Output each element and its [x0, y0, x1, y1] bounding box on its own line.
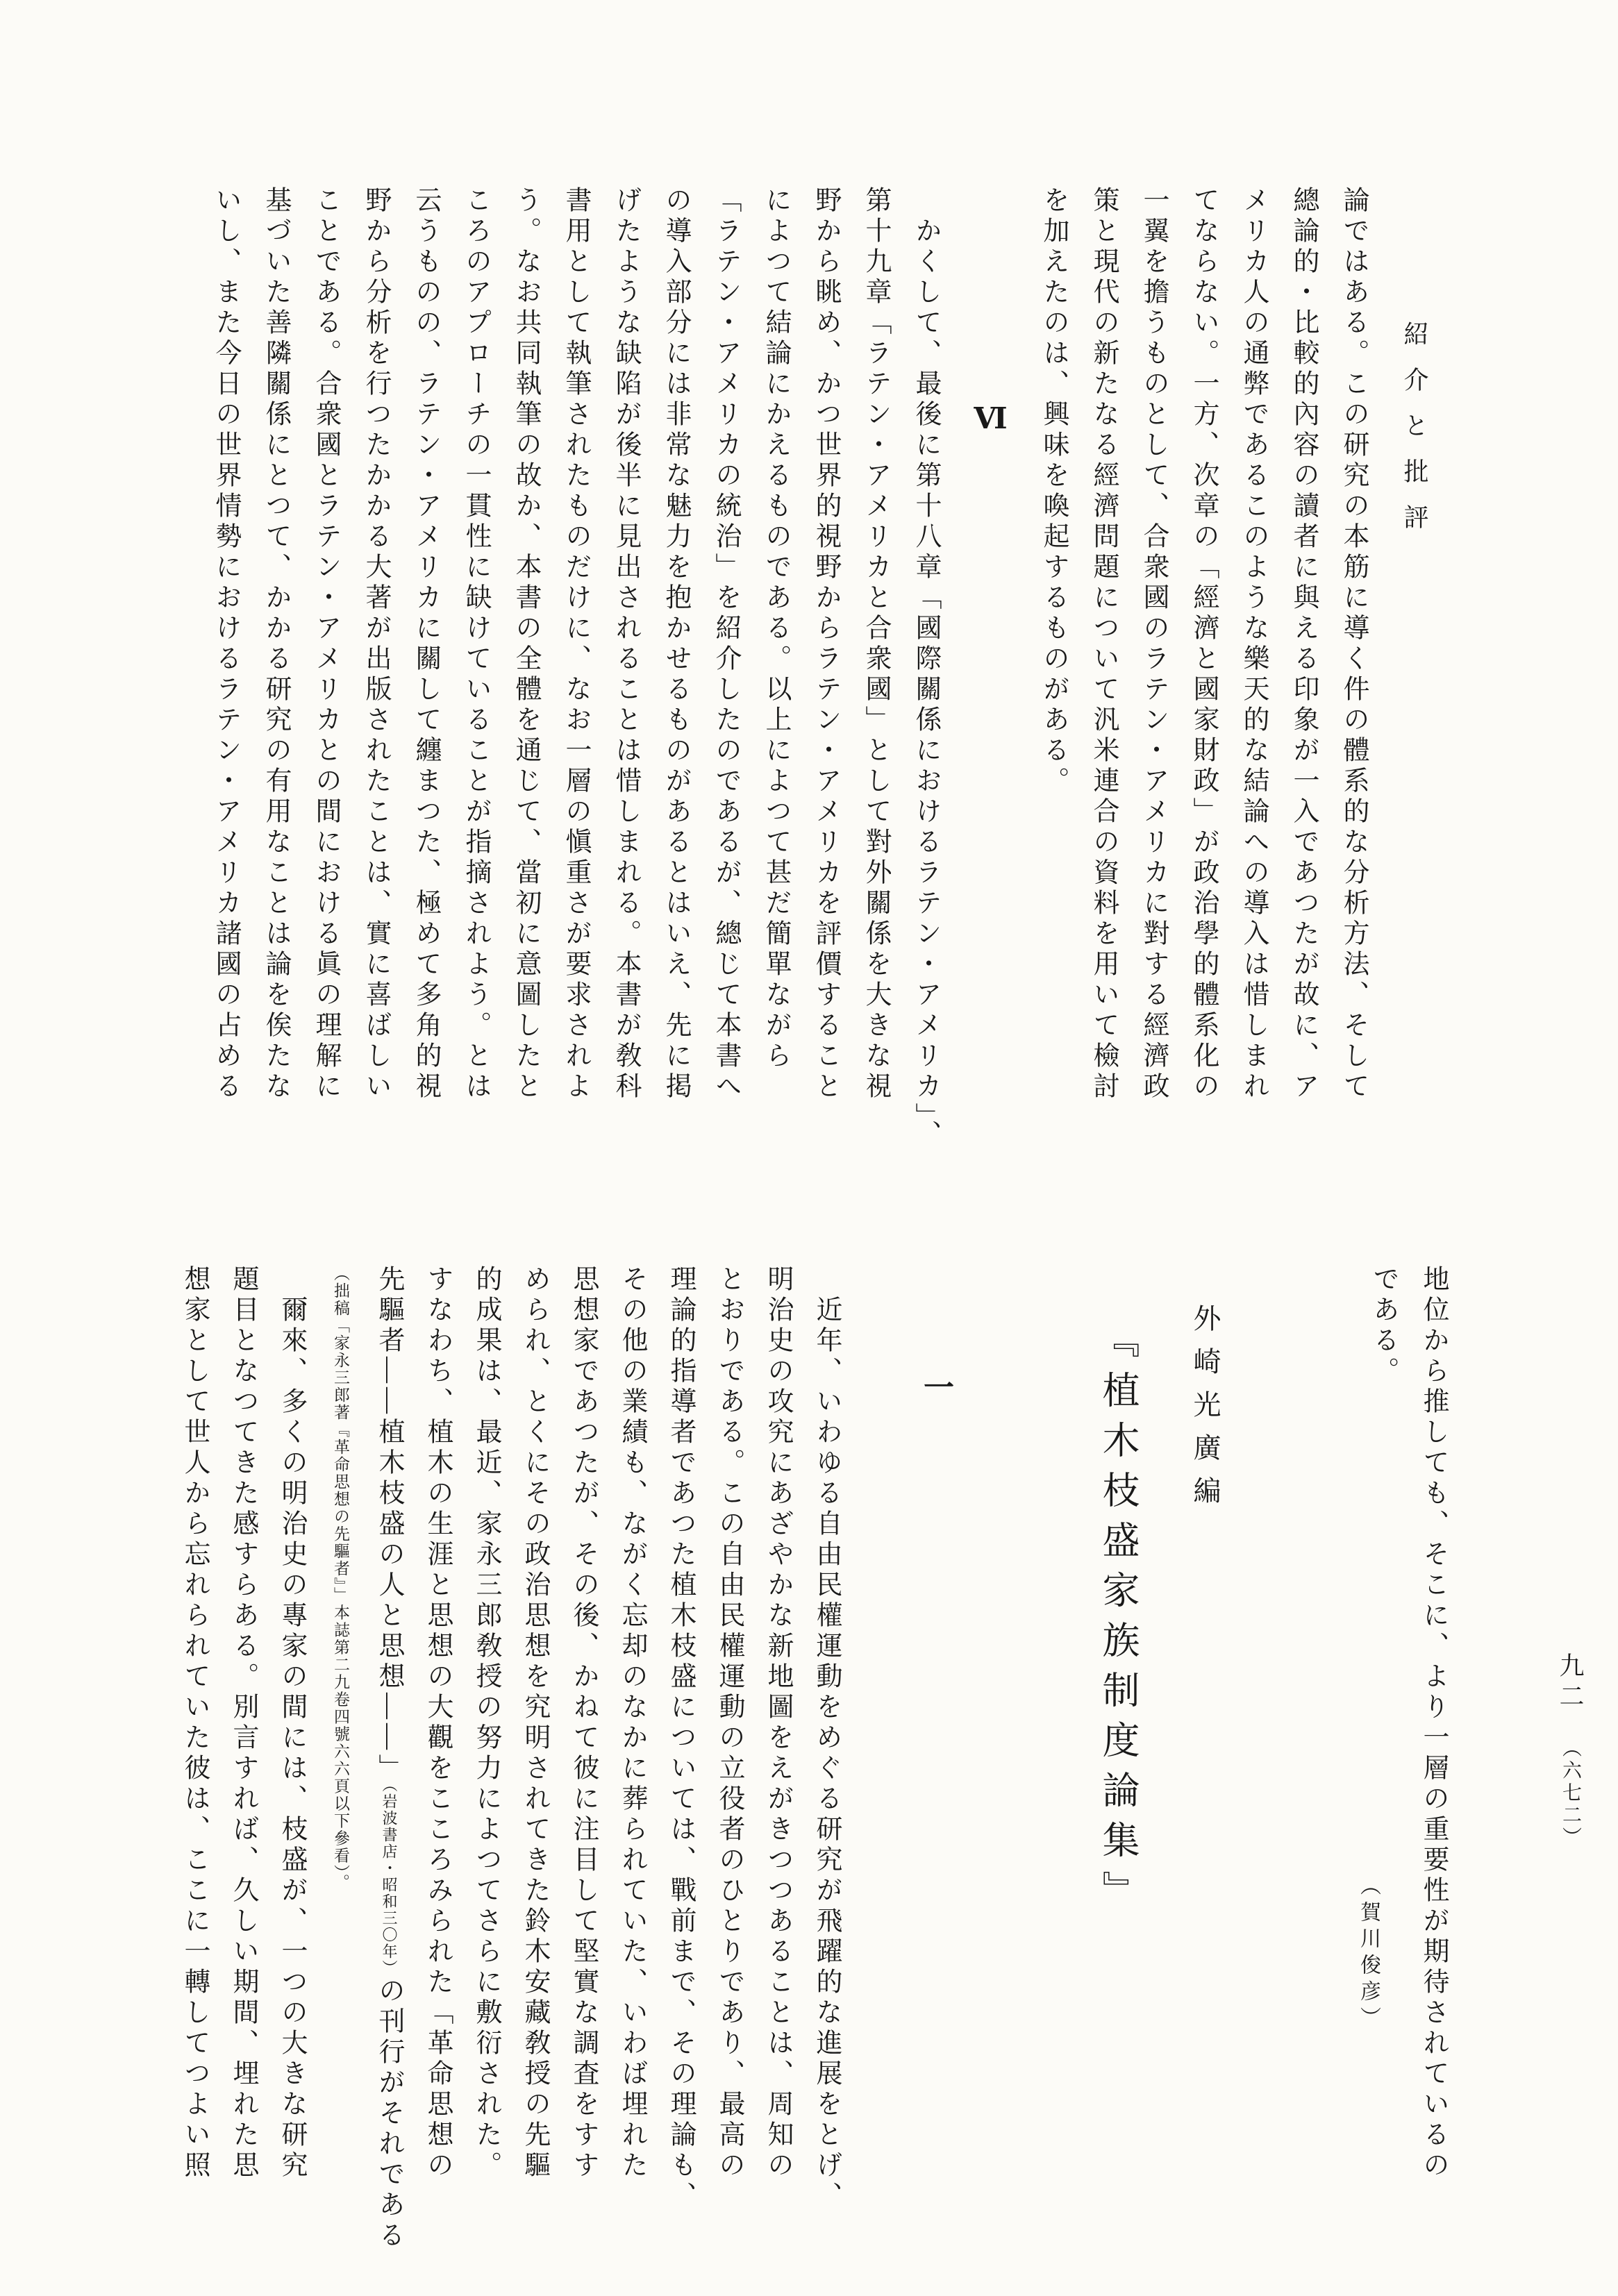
text-column: 一翼を擔うものとして、合衆國のラテン・アメリカに對する經濟政: [1139, 186, 1168, 1103]
text-column: 論ではある。この研究の本筋に導く件の體系的な分析方法、そして: [1339, 186, 1368, 1103]
text-column: 基づいた善隣關係にとつて、かかる研究の有用なことは論を俟たな: [261, 186, 290, 1103]
text-column: とおりである。この自由民權運動の立役者のひとりであり、最高の: [715, 1265, 744, 2181]
text-column: げたような缺陷が後半に見出されることは惜しまれる。本書が敎科: [611, 186, 640, 1103]
text-column: ことである。合衆國とラテン・アメリカとの間における眞の理解に: [311, 186, 340, 1103]
book-title: 『植木枝盛家族制度論集』: [1097, 1321, 1139, 1920]
text-column: 野から眺め、かつ世界的視野からラテン・アメリカを評價すること: [811, 186, 840, 1103]
text-column: 明治史の攻究にあざやかな新地圖をえがきつつあることは、周知の: [763, 1265, 792, 2181]
text-column-with-inline-note: [365, 1265, 413, 2252]
text-run: 先驅者――植木枝盛の人と思想――」: [374, 1265, 403, 1784]
text-column: う。なお共同執筆の故か、本書の全體を通じて、當初に意圖したと: [511, 186, 540, 1103]
section-marker-one: 一: [919, 1371, 953, 1402]
text-column: 「ラテン・アメリカの統治」を紹介したのであるが、總じて本書へ: [711, 186, 740, 1103]
review2-text-block: [170, 1265, 851, 2252]
text-column: その他の業績も、ながく忘却のなかに葬られていた、いわば埋れた: [617, 1265, 647, 2181]
footnote-column: （拙稿「家永三郎著『革命思想の先驅者』」本誌第二九卷四號六六頁以下參看）。: [332, 1265, 349, 1891]
text-column: メリカ人の通弊であるこのような樂天的な結論への導入は惜しまれ: [1239, 186, 1268, 1103]
text-column: かくして、最後に第十八章「國際關係におけるラテン・アメリカ」、: [911, 186, 940, 1150]
text-column: 云うものの、ラテン・アメリカに關して纏まつた、極めて多角的視: [411, 186, 440, 1103]
running-header: 紹介と批評: [1401, 321, 1428, 550]
text-column: いし、また今日の世界情勢におけるラテン・アメリカ諸國の占める: [211, 186, 240, 1103]
review1-continuation-block: [1358, 1265, 1458, 2237]
text-column: すなわち、植木の生涯と思想の大觀をこころみられた「革命思想の: [423, 1265, 452, 2181]
text-column: 總論的・比較的內容の讀者に與える印象が一入であつたが故に、ア: [1289, 186, 1318, 1103]
editor-name: 外崎光廣編: [1190, 1304, 1221, 1519]
section-marker-roman: Ⅵ: [974, 401, 1006, 437]
text-column: 第十九章「ラテン・アメリカと合衆國」として對外關係を大きな視: [861, 186, 890, 1103]
text-column: められ、とくにその政治思想を究明されてきた鈴木安藏敎授の先驅: [520, 1265, 549, 2181]
text-column: てならない。一方、次章の「經濟と國家財政」が政治學的體系化の: [1189, 186, 1218, 1103]
text-column: の導入部分には非常な魅力を抱かせるものがあるとはいえ、先に掲: [661, 186, 690, 1103]
text-column: を加えたのは、興味を喚起するものがある。: [1039, 186, 1068, 797]
text-column: 的成果は、最近、家永三郎敎授の努力によつてさらに敷衍された。: [472, 1265, 501, 2181]
text-column: 近年、いわゆる自由民權運動をめぐる研究が飛躍的な進展をとげ、: [812, 1265, 841, 2212]
page-number: [1553, 1652, 1588, 1849]
page-number-main: 九二: [1556, 1652, 1584, 1713]
inline-publisher-note: （岩波書店・昭和三〇年）: [381, 1784, 398, 1977]
reviewer-signature: （賀川俊彦）: [1357, 1875, 1380, 2033]
text-column: である。: [1369, 1265, 1398, 1387]
text-column: 書用として執筆されたものだけに、なお一層の愼重さが要求されよ: [561, 186, 590, 1103]
text-column: 理論的指導者であつた植木枝盛については、戰前まで、その理論も、: [666, 1265, 695, 2212]
text-run: の刊行がそれである: [374, 1977, 403, 2252]
text-column: 策と現代の新たなる經濟問題について汎米連合の資料を用いて檢討: [1089, 186, 1118, 1103]
review1-text-block: [201, 186, 1378, 1158]
review2-title-block: [1069, 1304, 1243, 1920]
text-column: 爾來、多くの明治史の專家の間には、枝盛が、一つの大きな研究: [277, 1265, 306, 2181]
text-column: 題目となつてきた感すらある。別言すれば、久しい期間、埋れた思: [228, 1265, 258, 2181]
text-column: によつて結論にかえるものである。以上によつて甚だ簡單ながら: [761, 186, 790, 1072]
text-column: 野から分析を行つたかかる大著が出版されたことは、實に喜ばしい: [361, 186, 390, 1103]
text-column: ころのアプローチの一貫性に缺けていることが指摘されよう。とは: [461, 186, 490, 1103]
text-column: 想家として世人から忘れられていた彼は、ここに一轉してつよい照: [180, 1265, 209, 2181]
text-column: 地位から推しても、そこに、より一層の重要性が期待されているの: [1419, 1265, 1448, 2181]
page-number-series: （六七二）: [1560, 1738, 1581, 1849]
text-column: 思想家であつたが、その後、かねて彼に注目して堅實な調査をすす: [569, 1265, 598, 2181]
